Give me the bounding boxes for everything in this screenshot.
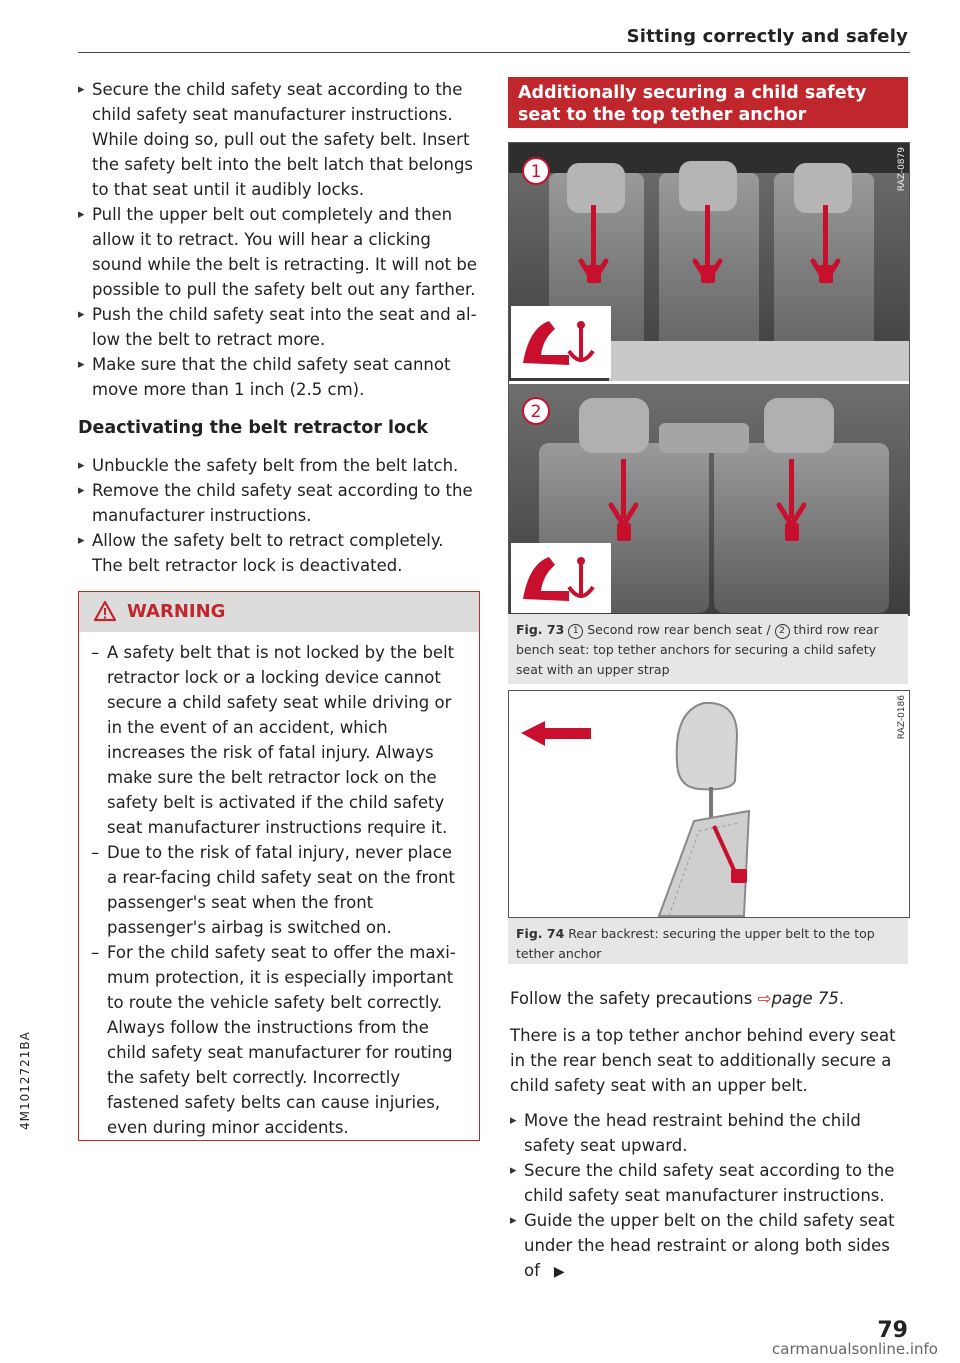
- list-item: ▸ Unbuckle the safety belt from the belt latch.: [78, 453, 478, 478]
- figure-code: RAZ-0186: [897, 695, 907, 740]
- body-paragraph: There is a top tether anchor behind every seat in the rear bench seat to additionally secure a child safety seat with an upper belt.: [510, 1026, 896, 1095]
- figure-74-caption: [508, 918, 908, 964]
- caption-label: Fig. 74: [516, 926, 565, 941]
- header-title: Sitting correctly and safely: [626, 26, 908, 47]
- list-item: ▸ Remove the child safety seat according to the manufacturer instructions.: [78, 478, 478, 528]
- bullet-list-bottom: [78, 453, 478, 578]
- document-code: 4M1012721BA: [18, 1031, 32, 1130]
- caption-label: Fig. 73: [516, 622, 565, 637]
- rear-backrest-image: [509, 691, 909, 917]
- list-item: ▸ Push the child safety seat into the seat and allow the belt to retract more.: [78, 302, 478, 352]
- warning-title: WARNING: [127, 601, 226, 622]
- list-item: ▸ Allow the safety belt to retract completely. The belt retractor lock is deactivated.: [78, 528, 478, 578]
- figure-label-1: 1: [530, 162, 542, 182]
- right-column-text: [510, 986, 910, 1285]
- arrow-left-icon: [521, 721, 591, 746]
- left-column: [78, 77, 478, 578]
- caption-number-2: 2: [775, 624, 790, 639]
- continue-arrow-icon: ▶: [553, 1264, 565, 1280]
- figure-73-caption: [508, 614, 908, 684]
- caption-text: Second row rear bench seat /: [587, 622, 771, 637]
- rear-bench-seats-image: [509, 143, 909, 615]
- list-item-text: Guide the upper belt on the child safety seat under the head restraint or along both sides of: [524, 1211, 895, 1280]
- bullet-list-right: [510, 1108, 910, 1285]
- warning-header: [79, 592, 479, 632]
- figure-73: [508, 142, 910, 616]
- reference-text: Follow the safety precautions: [510, 989, 753, 1008]
- figure-74: [508, 690, 910, 918]
- safety-reference: [510, 986, 910, 1011]
- warning-triangle-icon: [93, 600, 117, 626]
- warning-item: – For the child safety seat to offer the maximum protection, it is especially important to route the vehicle safety belt correctly. Always follow the instructions from the child safety seat manufacturer for routing the safety belt correctly. Incorrectly fastened safety belts can cause injuries, even during minor accidents.: [91, 940, 461, 1140]
- caption-text: third row rear bench seat: top tether anchors for securing a child safety seat with an upper strap: [516, 622, 879, 677]
- list-item: ▸ Make sure that the child safety seat cannot move more than 1 inch (2.5 cm).: [78, 352, 478, 402]
- list-item: ▸ Secure the child safety seat according to the child safety seat manufacturer instructions. While doing so, pull out the safety belt. Insert the safety belt into the belt latch that belongs to that seat until it audibly locks.: [78, 77, 478, 202]
- list-item: ▸ Pull the upper belt out completely and then allow it to retract. You will hear a clicking sound while the belt is retracting. It will not be possible to pull the safety belt out any farther.: [78, 202, 478, 302]
- section-banner: Additionally securing a child safety seat to the top tether anchor: [508, 77, 908, 128]
- warning-item: – Due to the risk of fatal injury, never place a rear-facing child safety seat on the front passenger's seat when the front passenger's airbag is switched on.: [91, 840, 461, 940]
- warning-list: [79, 632, 479, 1140]
- caption-number-1: 1: [568, 624, 583, 639]
- bullet-list-top: [78, 77, 478, 402]
- figure-label-2: 2: [530, 402, 542, 422]
- list-item: [510, 1208, 910, 1285]
- list-item: ▸ Secure the child safety seat according to the child safety seat manufacturer instructions.: [510, 1158, 910, 1208]
- page-link[interactable]: page 75: [771, 989, 839, 1008]
- warning-item: – A safety belt that is not locked by the belt retractor lock or a locking device cannot secure a child safety seat while driving or in the event of an accident, which increases the risk of fatal injury. Always make sure the belt retractor lock on the safety belt is activated if the child safety seat manufacturer instructions require it.: [91, 640, 461, 840]
- caption-text: Rear backrest: securing the upper belt to the top tether anchor: [516, 926, 875, 961]
- page-header: [78, 22, 910, 53]
- watermark: carmanualsonline.info: [772, 1340, 938, 1358]
- list-item: ▸ Move the head restraint behind the child safety seat upward.: [510, 1108, 910, 1158]
- warning-box: [78, 591, 480, 1141]
- section-heading: Deactivating the belt retractor lock: [78, 418, 429, 438]
- figure-code: RAZ-0879: [897, 147, 907, 192]
- reference-end: .: [838, 989, 845, 1008]
- page-number: 79: [877, 1318, 908, 1343]
- reference-arrow-icon: ⇨: [757, 989, 772, 1008]
